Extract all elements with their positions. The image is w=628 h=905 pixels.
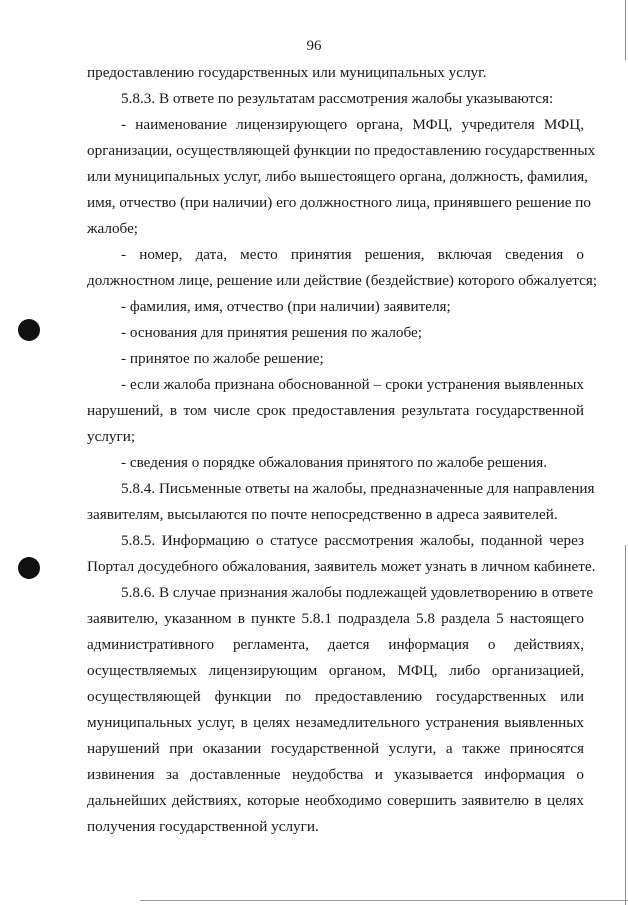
text-line: - основания для принятия решения по жалобе; (121, 324, 422, 341)
text-line: муниципальных услуг, в целях незамедлительного устранения выявленных (87, 714, 584, 731)
text-line: или муниципальных услуг, либо вышестоящего органа, должность, фамилия, (87, 168, 588, 185)
text-line: нарушений, в том числе срок предоставления результата государственной (87, 402, 584, 419)
text-line: - номер, дата, место принятия решения, включая сведения о (121, 246, 584, 263)
text-line: заявителям, высылаются по почте непосредственно в адреса заявителей. (87, 506, 558, 523)
text-line: - принятое по жалобе решение; (121, 350, 324, 367)
text-line: имя, отчество (при наличии) его должностного лица, принявшего решение по (87, 194, 591, 211)
text-line: предоставлению государственных или муниципальных услуг. (87, 64, 487, 81)
text-line: административного регламента, дается информация о действиях, (87, 636, 584, 653)
text-line: жалобе; (87, 220, 139, 237)
text-line: 5.8.4. Письменные ответы на жалобы, предназначенные для направления (121, 480, 595, 497)
text-line: Портал досудебного обжалования, заявитель может узнать в личном кабинете. (87, 558, 596, 575)
text-line: - если жалоба признана обоснованной – сроки устранения выявленных (121, 376, 584, 393)
text-line: получения государственной услуги. (87, 818, 319, 835)
text-line: - фамилия, имя, отчество (при наличии) заявителя; (121, 298, 451, 315)
text-line: дальнейших действиях, которые необходимо совершить заявителю в целях (87, 792, 584, 809)
text-line: 5.8.5. Информацию о статусе рассмотрения жалобы, поданной через (121, 532, 584, 549)
text-line: 5.8.6. В случае признания жалобы подлежащей удовлетворению в ответе (121, 584, 594, 601)
text-line: нарушений при оказании государственной услуги, а также приносятся (87, 740, 584, 757)
punch-hole (18, 557, 40, 579)
text-line: извинения за доставленные неудобства и указывается информация о (87, 766, 584, 783)
page-number: 96 (306, 38, 322, 54)
punch-hole (18, 319, 40, 341)
text-line: осуществляющей функции по предоставлению государственных или (87, 688, 584, 705)
text-line: 5.8.3. В ответе по результатам рассмотрения жалобы указываются: (121, 90, 554, 107)
scan-edge-line (625, 545, 626, 905)
text-line: должностном лице, решение или действие (бездействие) которого обжалуется; (87, 272, 598, 289)
text-line: - сведения о порядке обжалования принятого по жалобе решения. (121, 454, 548, 471)
text-line: осуществляемых лицензирующим органом, МФЦ, либо организацией, (87, 662, 584, 679)
text-line: - наименование лицензирующего органа, МФЦ, учредителя МФЦ, (121, 116, 584, 133)
text-line: услуги; (87, 428, 136, 445)
scan-bottom-line (140, 900, 628, 901)
scan-edge-line (625, 0, 626, 60)
text-line: заявителю, указанном в пункте 5.8.1 подраздела 5.8 раздела 5 настоящего (87, 610, 584, 627)
text-line: организации, осуществляющей функции по предоставлению государственных (87, 142, 596, 159)
